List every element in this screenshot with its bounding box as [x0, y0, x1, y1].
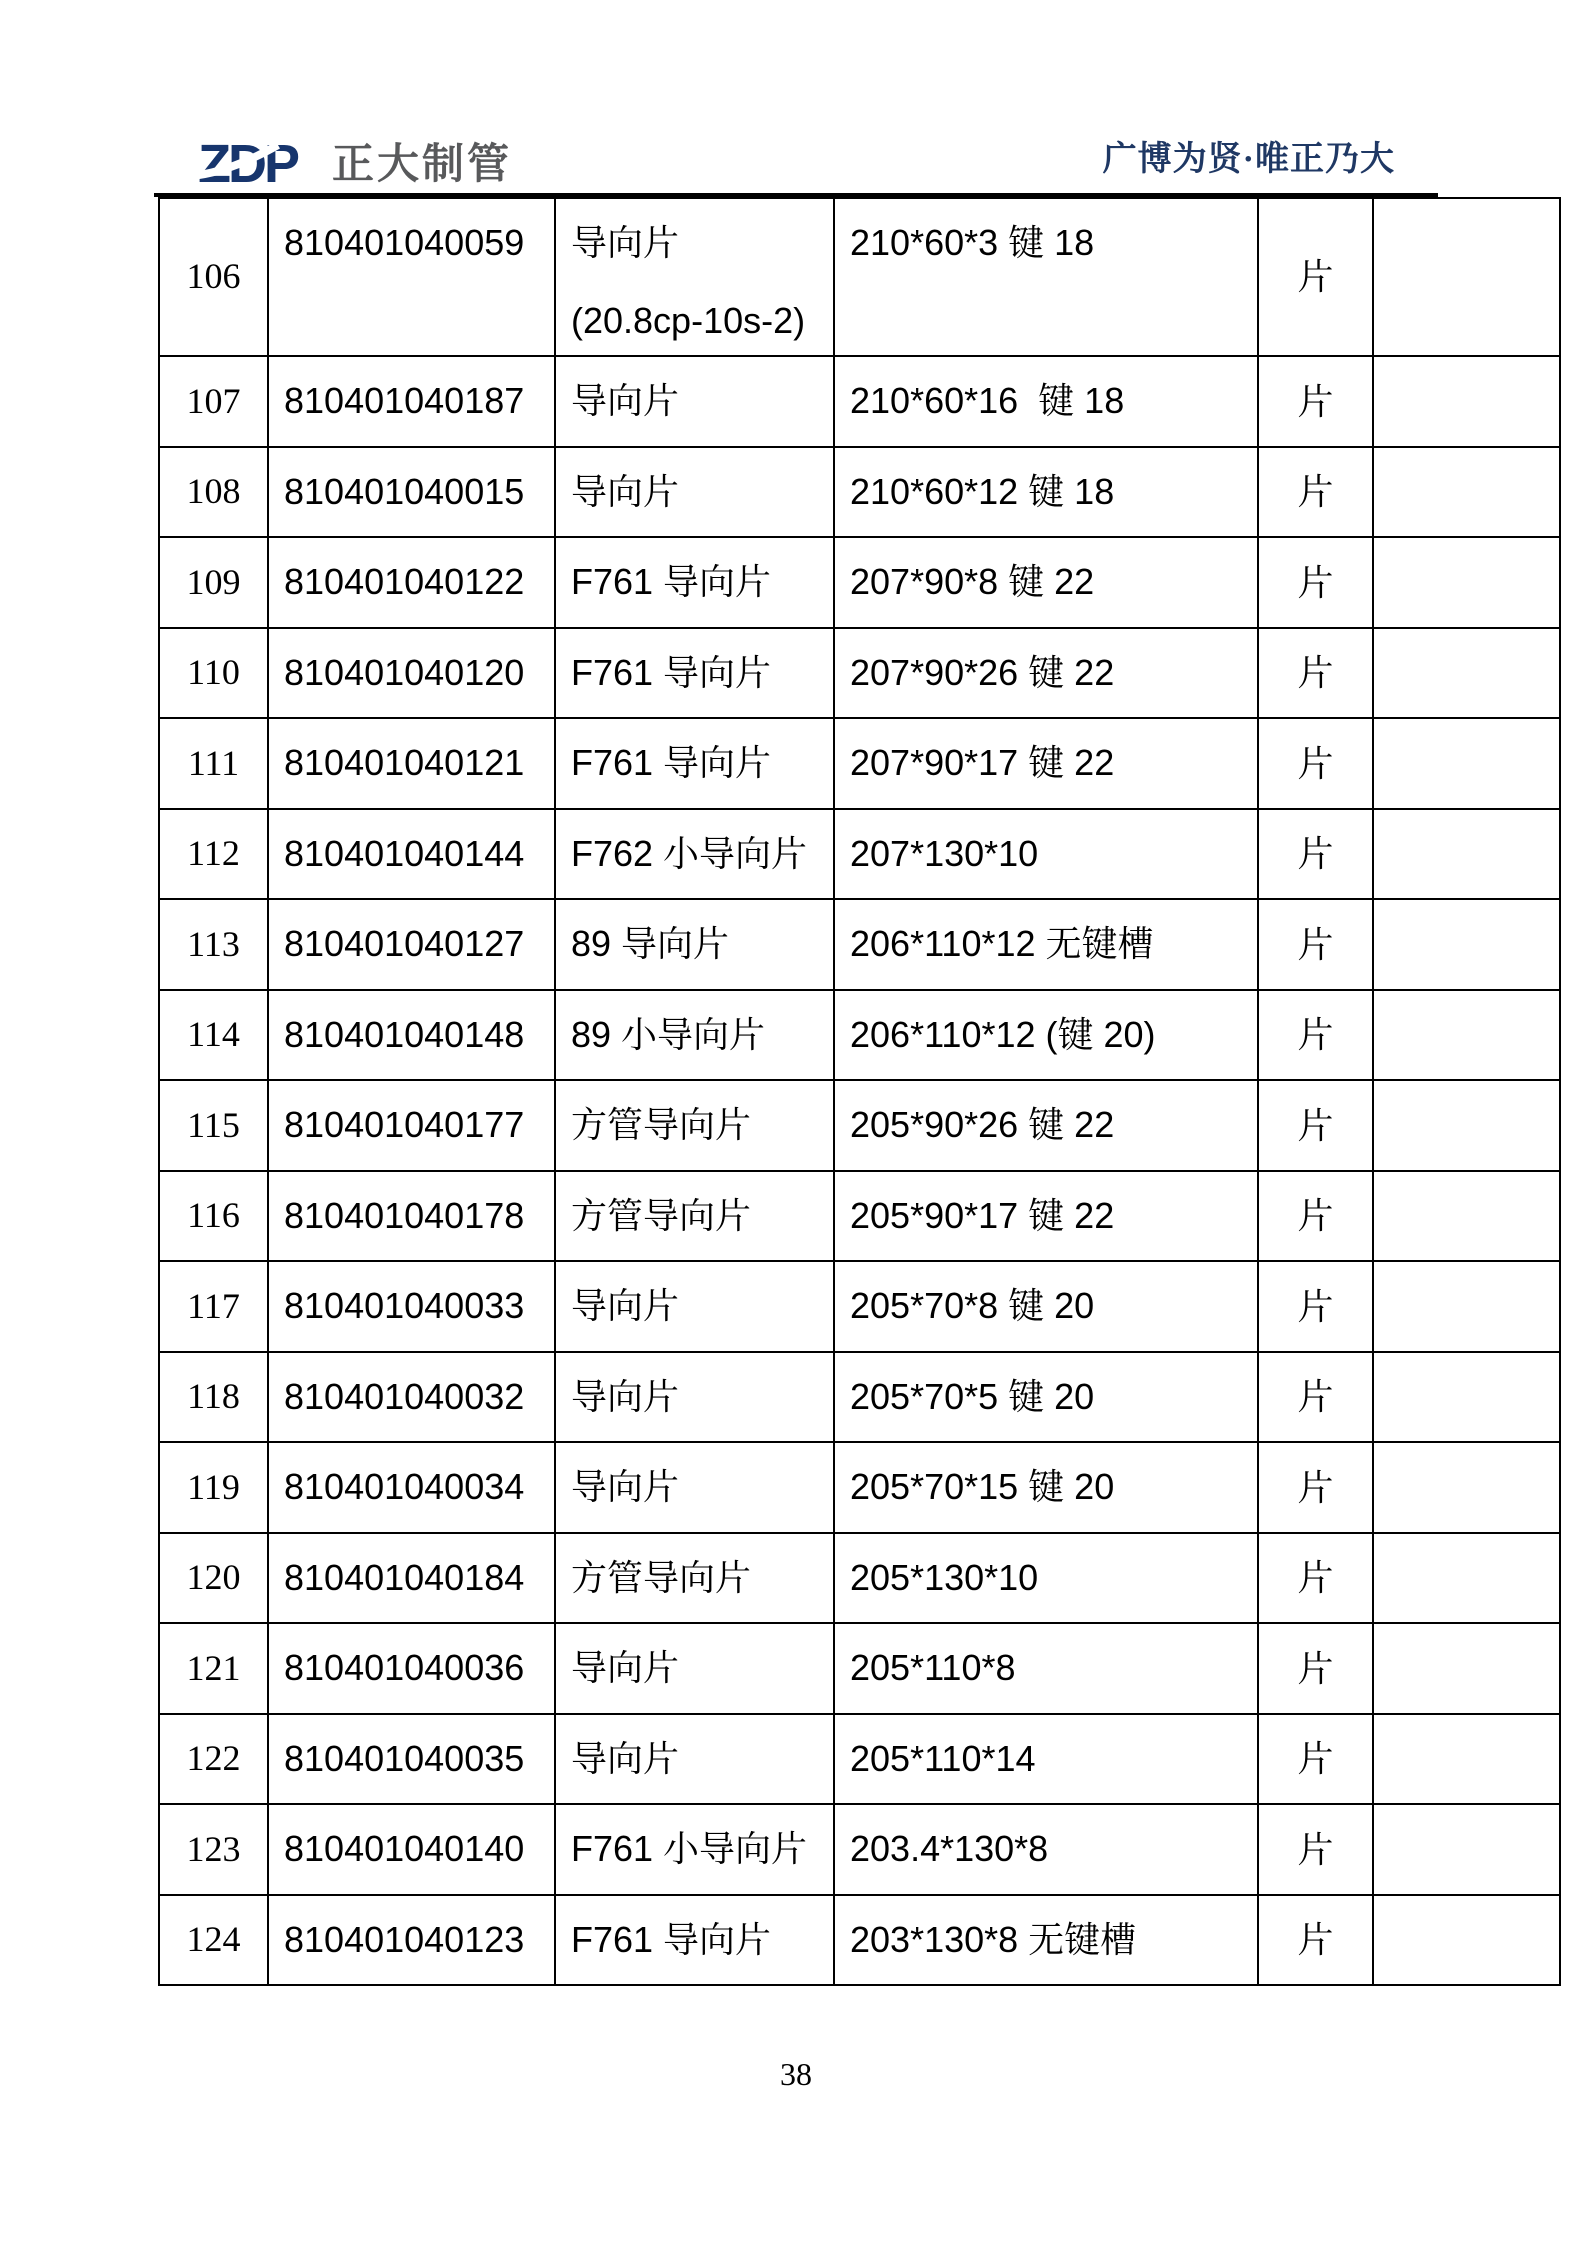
cell-spec: 205*90*17 键 22: [834, 1171, 1258, 1262]
cell-seq: 117: [159, 1261, 268, 1352]
cell-name: [555, 1714, 834, 1805]
cell-name-line1: F761 导向片: [571, 561, 772, 602]
cell-unit: 片: [1258, 1895, 1373, 1986]
cell-note: [1373, 1261, 1560, 1352]
cell-spec: 205*70*8 键 20: [834, 1261, 1258, 1352]
cell-code: 810401040121: [268, 718, 555, 809]
cell-code: 810401040033: [268, 1261, 555, 1352]
cell-spec: 206*110*12 无键槽: [834, 899, 1258, 990]
cell-spec: 207*130*10: [834, 809, 1258, 900]
cell-code: 810401040015: [268, 447, 555, 538]
cell-note: [1373, 718, 1560, 809]
cell-name-line1: 方管导向片: [571, 1104, 752, 1145]
cell-code: 810401040123: [268, 1895, 555, 1986]
cell-name: [555, 1442, 834, 1533]
cell-note: [1373, 1352, 1560, 1443]
cell-spec: 207*90*26 键 22: [834, 628, 1258, 719]
cell-unit: 片: [1258, 809, 1373, 900]
cell-name-line1: F761 小导向片: [571, 1828, 808, 1869]
cell-seq: 107: [159, 356, 268, 447]
cell-name-line1: 导向片: [571, 222, 680, 263]
cell-seq: 114: [159, 990, 268, 1081]
cell-unit: 片: [1258, 899, 1373, 990]
cell-code: 810401040177: [268, 1080, 555, 1171]
cell-seq: 119: [159, 1442, 268, 1533]
table-row: [159, 1080, 1560, 1171]
cell-code: 810401040144: [268, 809, 555, 900]
cell-unit: 片: [1258, 537, 1373, 628]
logo-company-name: 正大制管: [332, 140, 513, 187]
cell-note: [1373, 1804, 1560, 1895]
cell-code: 810401040122: [268, 537, 555, 628]
cell-name-line1: 导向片: [571, 1737, 680, 1779]
cell-note: [1373, 990, 1560, 1081]
table-row: [159, 1261, 1560, 1352]
cell-name-line1: 导向片: [571, 380, 680, 421]
cell-unit: 片: [1258, 1714, 1373, 1805]
cell-note: [1373, 899, 1560, 990]
table-row: [159, 990, 1560, 1081]
cell-seq: 120: [159, 1533, 268, 1624]
table-row: [159, 809, 1560, 900]
cell-name-line1: 方管导向片: [571, 1194, 752, 1236]
cell-unit: 片: [1258, 628, 1373, 719]
table-row: [159, 1352, 1560, 1443]
cell-seq: 116: [159, 1171, 268, 1262]
cell-code: 810401040148: [268, 990, 555, 1081]
cell-note: [1373, 628, 1560, 719]
cell-spec: 210*60*12 键 18: [834, 447, 1258, 538]
cell-seq: 121: [159, 1623, 268, 1714]
cell-name: [555, 1171, 834, 1262]
cell-unit: 片: [1258, 1080, 1373, 1171]
cell-seq: 123: [159, 1804, 268, 1895]
table-row: [159, 1442, 1560, 1533]
cell-unit: 片: [1258, 1623, 1373, 1714]
cell-code: 810401040032: [268, 1352, 555, 1443]
cell-code: 810401040187: [268, 356, 555, 447]
header-slogan: 广博为贤·唯正乃大: [1102, 141, 1395, 178]
cell-note: [1373, 1080, 1560, 1171]
cell-seq: 115: [159, 1080, 268, 1171]
cell-seq: 124: [159, 1895, 268, 1986]
cell-seq: 113: [159, 899, 268, 990]
cell-spec: 203*130*8 无键槽: [834, 1895, 1258, 1986]
table-row: [159, 198, 1560, 356]
table-row: [159, 1714, 1560, 1805]
cell-name-line1: 导向片: [571, 470, 680, 512]
cell-seq: 118: [159, 1352, 268, 1443]
table-row: [159, 447, 1560, 538]
cell-name-line2: (20.8cp-10s-2): [571, 300, 806, 342]
cell-unit: 片: [1258, 990, 1373, 1081]
cell-name: [555, 899, 834, 990]
table-row: [159, 628, 1560, 719]
cell-spec: 205*110*14: [834, 1714, 1258, 1805]
table-row: [159, 1533, 1560, 1624]
cell-code: 810401040035: [268, 1714, 555, 1805]
cell-spec: 205*70*15 键 20: [834, 1442, 1258, 1533]
cell-name: [555, 537, 834, 628]
cell-name-line1: 导向片: [571, 1466, 680, 1507]
cell-note: [1373, 1171, 1560, 1262]
table-row: [159, 356, 1560, 447]
zdp-logo-text: ZDP: [198, 138, 297, 190]
cell-name: [555, 447, 834, 538]
cell-spec: 206*110*12 (键 20): [834, 990, 1258, 1081]
cell-spec: 207*90*8 键 22: [834, 537, 1258, 628]
cell-name: [555, 1261, 834, 1352]
cell-note: [1373, 1623, 1560, 1714]
cell-code: 810401040127: [268, 899, 555, 990]
table-row: [159, 718, 1560, 809]
cell-name: [555, 1623, 834, 1714]
page-number: 38: [780, 2056, 812, 2092]
cell-name: [555, 356, 834, 447]
cell-spec: 205*130*10: [834, 1533, 1258, 1624]
cell-note: [1373, 1714, 1560, 1805]
cell-unit: 片: [1258, 1804, 1373, 1895]
cell-note: [1373, 1442, 1560, 1533]
cell-spec: 203.4*130*8: [834, 1804, 1258, 1895]
cell-code: 810401040059: [268, 198, 555, 356]
cell-name-line1: F762 小导向片: [571, 832, 808, 874]
cell-note: [1373, 809, 1560, 900]
cell-spec: 210*60*16 键 18: [834, 356, 1258, 447]
cell-unit: 片: [1258, 1442, 1373, 1533]
cell-name: [555, 1352, 834, 1443]
cell-seq: 106: [159, 198, 268, 356]
cell-seq: 108: [159, 447, 268, 538]
cell-name-line1: F761 导向片: [571, 742, 772, 783]
cell-name-line1: 导向片: [571, 1647, 680, 1688]
cell-name-line1: 89 导向片: [571, 923, 730, 964]
table-row: [159, 1895, 1560, 1986]
cell-name: [555, 628, 834, 719]
cell-name-line1: F761 导向片: [571, 1918, 772, 1960]
cell-seq: 122: [159, 1714, 268, 1805]
cell-name: [555, 809, 834, 900]
cell-name: [555, 1895, 834, 1986]
cell-spec: 205*70*5 键 20: [834, 1352, 1258, 1443]
company-logo: [198, 138, 512, 190]
cell-seq: 109: [159, 537, 268, 628]
cell-code: 810401040120: [268, 628, 555, 719]
cell-spec: 210*60*3 键 18: [834, 198, 1258, 356]
cell-name-line1: 方管导向片: [571, 1556, 752, 1598]
table-row: [159, 537, 1560, 628]
cell-spec: 205*110*8: [834, 1623, 1258, 1714]
cell-code: 810401040140: [268, 1804, 555, 1895]
cell-spec: 205*90*26 键 22: [834, 1080, 1258, 1171]
table-row: [159, 1623, 1560, 1714]
cell-seq: 110: [159, 628, 268, 719]
cell-name: [555, 1080, 834, 1171]
cell-name-line1: 导向片: [571, 1375, 680, 1417]
cell-code: 810401040184: [268, 1533, 555, 1624]
cell-unit: 片: [1258, 198, 1373, 356]
cell-code: 810401040178: [268, 1171, 555, 1262]
table-row: [159, 1804, 1560, 1895]
cell-unit: 片: [1258, 718, 1373, 809]
cell-name-line1: 89 小导向片: [571, 1013, 766, 1055]
cell-code: 810401040034: [268, 1442, 555, 1533]
cell-unit: 片: [1258, 1261, 1373, 1352]
cell-name: [555, 198, 834, 356]
cell-note: [1373, 447, 1560, 538]
cell-note: [1373, 356, 1560, 447]
table-row: [159, 1171, 1560, 1262]
parts-table: [158, 197, 1561, 1986]
cell-name: [555, 990, 834, 1081]
cell-note: [1373, 1895, 1560, 1986]
cell-seq: 111: [159, 718, 268, 809]
cell-note: [1373, 198, 1560, 356]
cell-note: [1373, 537, 1560, 628]
cell-unit: 片: [1258, 356, 1373, 447]
cell-name-line1: 导向片: [571, 1285, 680, 1326]
cell-unit: 片: [1258, 1171, 1373, 1262]
cell-name: [555, 1804, 834, 1895]
cell-seq: 112: [159, 809, 268, 900]
cell-name: [555, 718, 834, 809]
cell-spec: 207*90*17 键 22: [834, 718, 1258, 809]
cell-note: [1373, 1533, 1560, 1624]
cell-unit: 片: [1258, 1352, 1373, 1443]
cell-code: 810401040036: [268, 1623, 555, 1714]
cell-name-line1: F761 导向片: [571, 651, 772, 693]
table-row: [159, 899, 1560, 990]
cell-name: [555, 1533, 834, 1624]
cell-unit: 片: [1258, 447, 1373, 538]
cell-unit: 片: [1258, 1533, 1373, 1624]
zdp-logo-icon: [198, 138, 316, 190]
